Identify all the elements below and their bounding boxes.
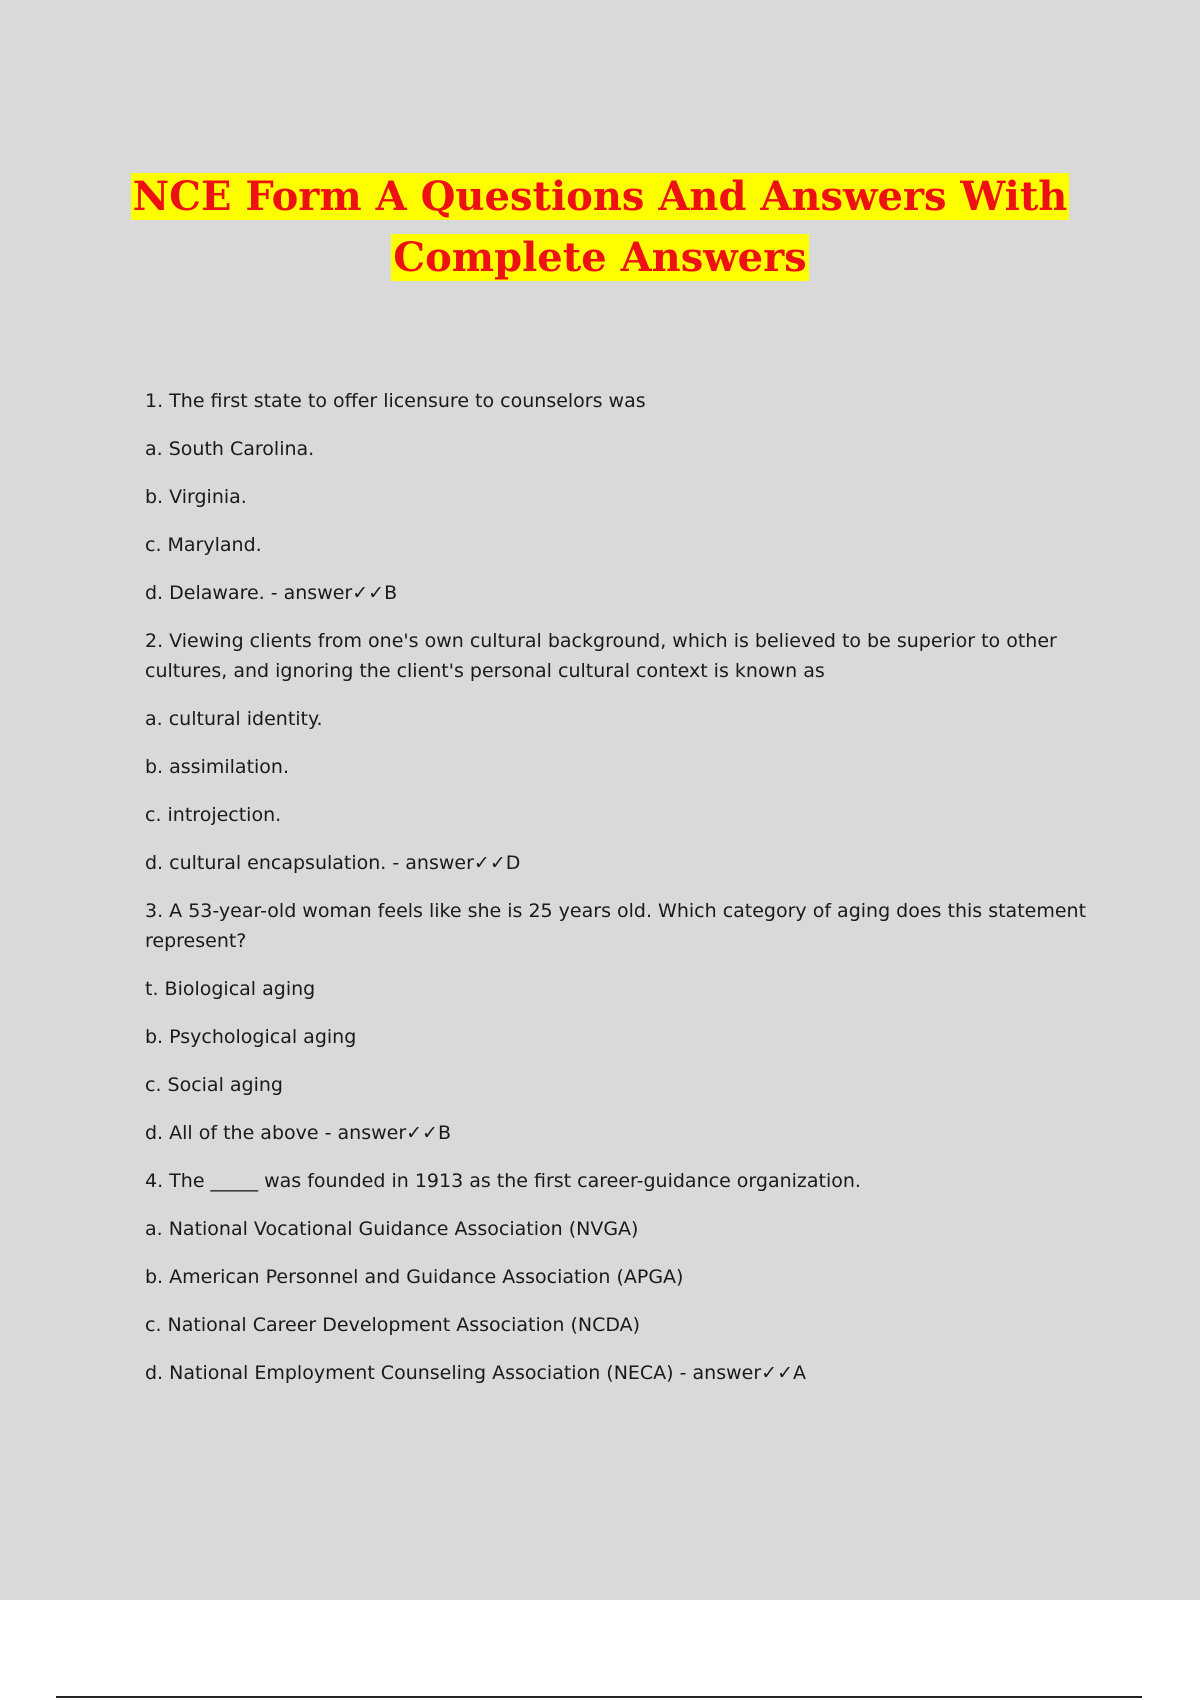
question-1	[145, 386, 1095, 608]
answer-option: a. South Carolina.	[145, 438, 315, 460]
answer-option-with-key: d. All of the above - answer✓✓B	[145, 1122, 452, 1144]
answer-option: b. assimilation.	[145, 756, 290, 778]
document-title	[0, 166, 1200, 288]
title-block	[0, 166, 1200, 288]
answer-option: c. Social aging	[145, 1074, 283, 1096]
answer-option: b. American Personnel and Guidance Association (APGA)	[145, 1266, 684, 1288]
answer-option-with-key: d. Delaware. - answer✓✓B	[145, 582, 398, 604]
answer-option: c. Maryland.	[145, 534, 262, 556]
question-4	[145, 1166, 1095, 1388]
answer-option: c. National Career Development Association (NCDA)	[145, 1314, 641, 1336]
answer-option-with-key: d. National Employment Counseling Association (NECA) - answer✓✓A	[145, 1362, 806, 1384]
answer-option: a. cultural identity.	[145, 708, 323, 730]
question-stem: 1. The first state to offer licensure to counselors was	[145, 390, 646, 412]
answer-option-with-key: d. cultural encapsulation. - answer✓✓D	[145, 852, 521, 874]
answer-option: b. Psychological aging	[145, 1026, 357, 1048]
question-2	[145, 626, 1095, 878]
title-line-1: NCE Form A Questions And Answers With	[132, 173, 1068, 220]
question-list	[145, 386, 1095, 1406]
title-line-2: Complete Answers	[393, 234, 807, 281]
answer-option: t. Biological aging	[145, 978, 316, 1000]
question-3	[145, 896, 1095, 1148]
question-stem: 4. The _____ was founded in 1913 as the first career-guidance organization.	[145, 1170, 861, 1192]
next-page-edge	[0, 1600, 1200, 1700]
question-stem: 2. Viewing clients from one's own cultural background, which is believed to be superior to other cultures, and ignoring the client's personal cultural context is known as	[145, 630, 1057, 682]
answer-option: c. introjection.	[145, 804, 282, 826]
answer-option: a. National Vocational Guidance Association (NVGA)	[145, 1218, 639, 1240]
page-rule	[56, 1696, 1142, 1698]
question-stem: 3. A 53-year-old woman feels like she is 25 years old. Which category of aging does this statement represent?	[145, 900, 1087, 952]
answer-option: b. Virginia.	[145, 486, 247, 508]
